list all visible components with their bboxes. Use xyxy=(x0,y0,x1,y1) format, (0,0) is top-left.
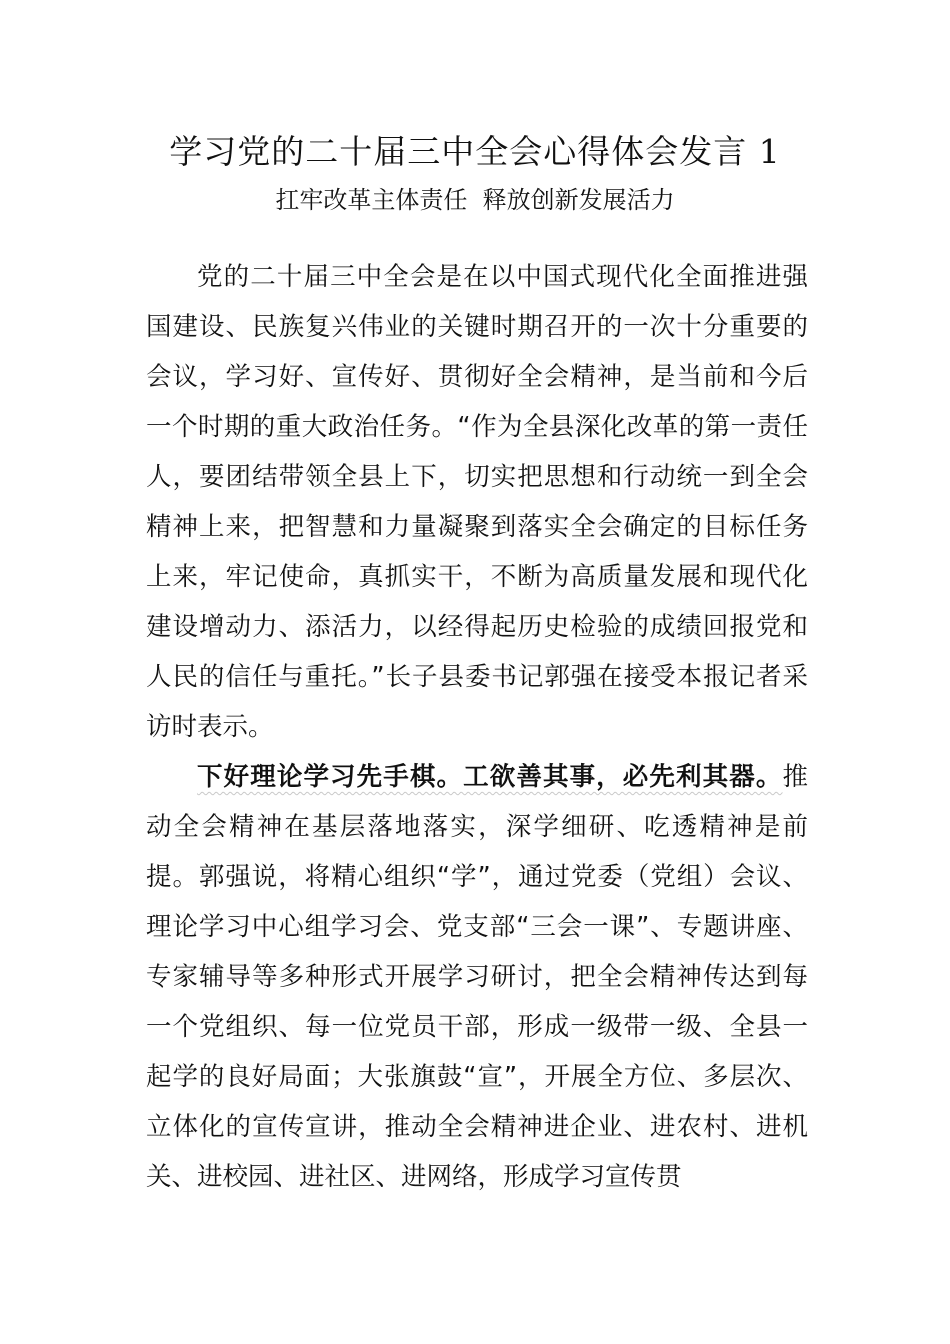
document-body xyxy=(146,252,808,1202)
paragraph-intro xyxy=(146,252,808,752)
paragraph-lead-heading: 下好理论学习先手棋。工欲善其事，必先利其器。 xyxy=(197,762,783,792)
paragraph-theory-study-text: 推动全会精神在基层落地落实，深学细研、吃透精神是前提。郭强说，将精心组织“学”，通过党委（党组）会议、理论学习中心组学习会、党支部“三会一课”、专题讲座、专家辅导等多种形式开展学习研讨，把全会精神传达到每一个党组织、每一位党员干部，形成一级带一级、全县一起学的良好局面；大张旗鼓“宣”，开展全方位、多层次、立体化的宣传宣讲，推动全会精神进企业、进农村、进机关、进校园、进社区、进网络，形成学习宣传贯 xyxy=(146,762,808,1192)
paragraph-intro-text: 党的二十届三中全会是在以中国式现代化全面推进强国建设、民族复兴伟业的关键时期召开的一次十分重要的会议，学习好、宣传好、贯彻好全会精神，是当前和今后一个时期的重大政治任务。“作为全县深化改革的第一责任人，要团结带领全县上下，切实把思想和行动统一到全会精神上来，把智慧和力量凝聚到落实全会确定的目标任务上来，牢记使命，真抓实干，不断为高质量发展和现代化建设增动力、添活力，以经得起历史检验的成绩回报党和人民的信任与重托。”长子县委书记郭强在接受本报记者采访时表示。 xyxy=(146,262,808,742)
document-title: 学习党的二十届三中全会心得体会发言 1 xyxy=(169,132,781,171)
document-subtitle: 扛牢改革主体责任 释放创新发展活力 xyxy=(275,186,675,214)
paragraph-theory-study xyxy=(146,752,808,1202)
